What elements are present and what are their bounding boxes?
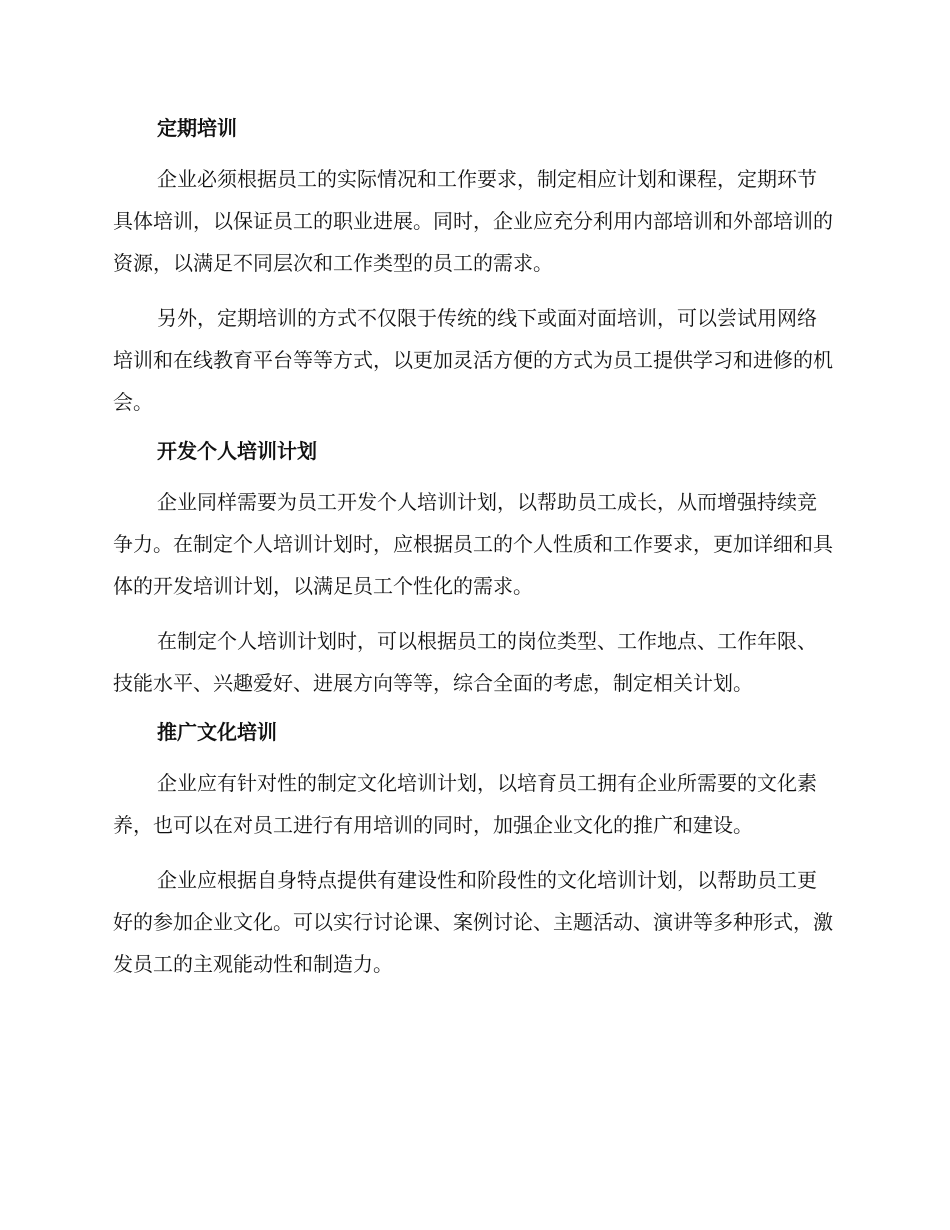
- paragraph-culture-training-2: 企业应根据自身特点提供有建设性和阶段性的文化培训计划，以帮助员工更好的参加企业文化。可以实行讨论课、案例讨论、主题活动、演讲等多种形式，激发员工的主观能动性和制造力。: [113, 868, 833, 976]
- paragraph-regular-training-1: 企业必须根据员工的实际情况和工作要求，制定相应计划和课程，定期环节具体培训，以保证员工的职业进展。同时，企业应充分利用内部培训和外部培训的资源，以满足不同层次和工作类型的员工的需求。: [113, 167, 833, 275]
- document-content: [113, 110, 833, 985]
- spacer: [113, 607, 833, 620]
- paragraph-personal-training-plan-2: 在制定个人培训计划时，可以根据员工的岗位类型、工作地点、工作年限、技能水平、兴趣爱好、进展方向等等，综合全面的考虑，制定相关计划。: [113, 629, 817, 695]
- section-heading-personal-training-plan: 开发个人培训计划: [157, 439, 317, 463]
- spacer: [113, 846, 833, 859]
- paragraph-culture-training-1: 企业应有针对性的制定文化培训计划，以培育员工拥有企业所需要的文化素养，也可以在对员工进行有用培训的同时，加强企业文化的推广和建设。: [113, 771, 817, 837]
- section-heading-regular-training: 定期培训: [157, 116, 237, 140]
- paragraph-regular-training-2: 另外，定期培训的方式不仅限于传统的线下或面对面培训，可以尝试用网络培训和在线教育平台等等方式，以更加灵活方便的方式为员工提供学习和进修的机会。: [113, 306, 833, 414]
- spacer: [113, 750, 833, 762]
- spacer: [113, 704, 833, 714]
- paragraph-personal-training-plan-1: 企业同样需要为员工开发个人培训计划，以帮助员工成长，从而增强持续竞争力。在制定个人培训计划时，应根据员工的个人性质和工作要求，更加详细和具体的开发培训计划，以满足员工个性化的需求。: [113, 490, 833, 598]
- spacer: [113, 469, 833, 481]
- spacer: [113, 423, 833, 433]
- section-heading-culture-training: 推广文化培训: [157, 720, 277, 744]
- spacer: [113, 146, 833, 158]
- spacer: [113, 284, 833, 297]
